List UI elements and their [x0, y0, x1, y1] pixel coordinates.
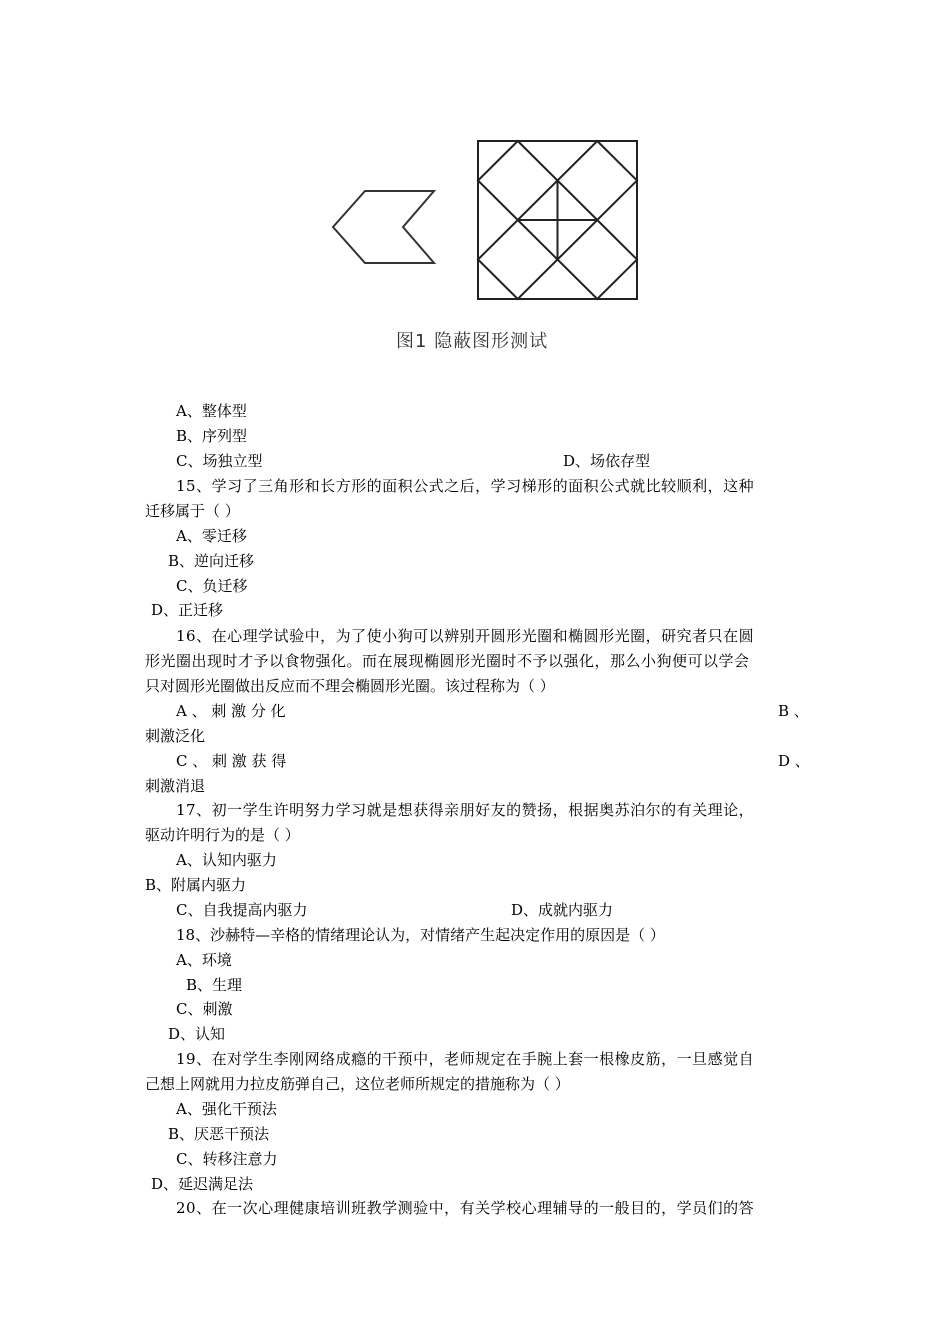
question-16-line-1: 16、在心理学试验中，为了使小狗可以辨别开圆形光圈和椭圆形光圈，研究者只在圆 [176, 627, 755, 645]
option-q15-b: B、逆向迁移 [168, 552, 255, 570]
option-q16-c: C 、 刺 激 获 得 [176, 752, 287, 770]
question-20-line-1: 20、在一次心理健康培训班教学测验中，有关学校心理辅导的一般目的，学员们的答 [176, 1199, 755, 1217]
option-q15-c: C、负迁移 [176, 577, 248, 595]
question-17-line-1: 17、初一学生许明努力学习就是想获得亲朋好友的赞扬，根据奥苏泊尔的有关理论， [176, 801, 755, 819]
target-arrow-shape [333, 191, 434, 263]
option-q15-d: D、正迁移 [151, 601, 224, 619]
question-19-line-1: 19、在对学生李刚网络成瘾的干预中，老师规定在手腕上套一根橡皮筋，一旦感觉自 [176, 1050, 755, 1068]
question-18-line-1: 18、沙赫特—辛格的情绪理论认为，对情绪产生起决定作用的原因是（ ） [176, 926, 665, 944]
option-q16-d-text: 刺激消退 [145, 777, 206, 795]
option-q15-a: A、零迁移 [176, 527, 247, 545]
option-q17-b: B、附属内驱力 [145, 876, 247, 894]
option-q16-a: A 、 刺 激 分 化 [176, 702, 286, 720]
option-q16-d-label: D 、 [778, 752, 810, 770]
option-q19-d: D、延迟满足法 [151, 1175, 254, 1193]
option-q18-c: C、刺激 [176, 1000, 233, 1018]
option-q16-b-label: B 、 [778, 702, 809, 720]
question-19-line-2: 己想上网就用力拉皮筋弹自己，这位老师所规定的措施称为（ ） [145, 1075, 570, 1093]
option-q18-a: A、环境 [176, 951, 232, 969]
option-q17-c: C、自我提高内驱力 [176, 901, 308, 919]
option-q19-b: B、厌恶干预法 [168, 1125, 270, 1143]
question-16-line-2: 形光圈出现时才予以食物强化。而在展现椭圆形光圈时不予以强化，那么小狗便可以学会 [145, 652, 750, 670]
question-15-line-2: 迁移属于（ ） [145, 502, 240, 520]
option-q14-d: D、场依存型 [563, 452, 651, 470]
question-17-line-2: 驱动许明行为的是（ ） [145, 826, 300, 844]
figure-caption: 图1 隐蔽图形测试 [396, 331, 549, 352]
option-q19-a: A、强化干预法 [176, 1100, 277, 1118]
option-q14-b: B、序列型 [176, 427, 248, 445]
complex-grid-figure [478, 141, 637, 299]
option-q17-a: A、认知内驱力 [176, 851, 277, 869]
option-q18-d: D、认知 [168, 1025, 226, 1043]
question-16-line-3: 只对圆形光圈做出反应而不理会椭圆形光圈。该过程称为（ ） [145, 677, 555, 695]
option-q17-d: D、成就内驱力 [511, 901, 614, 919]
option-q18-b: B、生理 [186, 976, 243, 994]
option-q19-c: C、转移注意力 [176, 1150, 278, 1168]
question-15-line-1: 15、学习了三角形和长方形的面积公式之后，学习梯形的面积公式就比较顺利，这种 [176, 477, 755, 495]
figure-drawing [0, 0, 950, 380]
option-q16-b-text: 刺激泛化 [145, 727, 206, 745]
hidden-figure-test-illustration [0, 0, 950, 380]
option-q14-c: C、场独立型 [176, 452, 263, 470]
option-q14-a: A、整体型 [176, 402, 247, 420]
